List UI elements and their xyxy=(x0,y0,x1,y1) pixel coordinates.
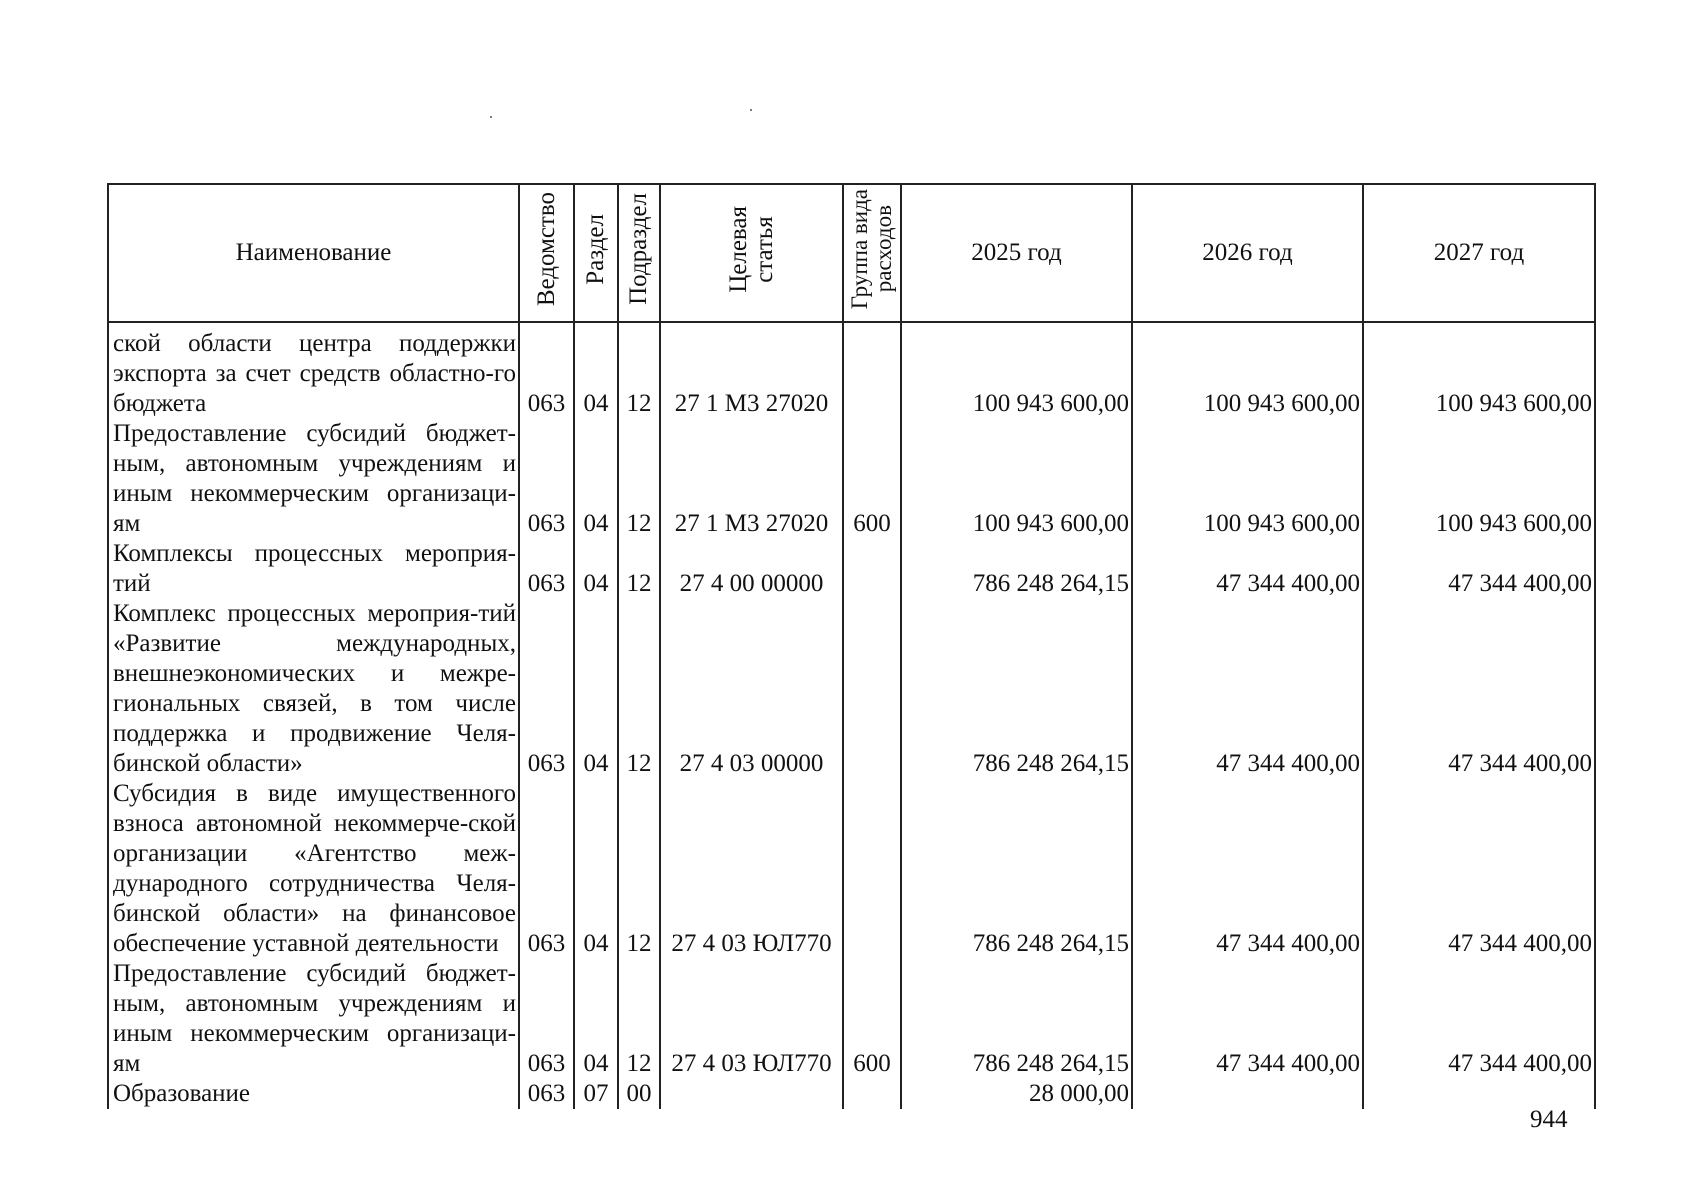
row-name: Комплекс процессных мероприя-тий «Развитие международных, внешнеэкономических и межре-гиональных связей, в том числе поддержка и продвижение Челя-бинской области» xyxy=(108,599,519,779)
row-razdel: 04 xyxy=(574,419,618,539)
row-name: Субсидия в виде имущественного взноса автономной некоммерче-ской организации «Агентство меж-дународного сотрудничества Челя-бинской области» на финансовое обеспечение уставной деятельности xyxy=(108,779,519,959)
row-vedomstvo: 063 xyxy=(519,419,574,539)
row-amount-2026: 100 943 600,00 xyxy=(1132,419,1363,539)
row-podrazdel: 12 xyxy=(618,322,660,419)
row-podrazdel: 00 xyxy=(618,1079,660,1109)
table-row xyxy=(108,1079,1595,1109)
row-amount-2025: 100 943 600,00 xyxy=(901,322,1132,419)
row-razdel: 04 xyxy=(574,599,618,779)
row-amount-2026: 47 344 400,00 xyxy=(1132,959,1363,1079)
header-year-2025: 2025 год xyxy=(901,184,1132,322)
page-number: 944 xyxy=(1530,1106,1568,1133)
row-amount-2027: 47 344 400,00 xyxy=(1363,599,1595,779)
row-amount-2025: 100 943 600,00 xyxy=(901,419,1132,539)
row-podrazdel: 12 xyxy=(618,599,660,779)
row-vedomstvo: 063 xyxy=(519,599,574,779)
table-row xyxy=(108,779,1595,959)
row-celevaya-statya: 27 4 03 ЮЛ770 xyxy=(660,959,843,1079)
row-vedomstvo: 063 xyxy=(519,322,574,419)
row-amount-2026 xyxy=(1132,1079,1363,1109)
table-row xyxy=(108,419,1595,539)
row-amount-2027: 47 344 400,00 xyxy=(1363,779,1595,959)
row-gruppa xyxy=(843,539,901,599)
row-razdel: 07 xyxy=(574,1079,618,1109)
row-razdel: 04 xyxy=(574,959,618,1079)
row-amount-2027: 47 344 400,00 xyxy=(1363,539,1595,599)
row-celevaya-statya: 27 1 М3 27020 xyxy=(660,419,843,539)
row-celevaya-statya: 27 1 М3 27020 xyxy=(660,322,843,419)
row-name: Предоставление субсидий бюджет-ным, автономным учреждениям и иным некоммерческим организаци-ям xyxy=(108,959,519,1079)
header-razdel: Раздел xyxy=(574,184,618,322)
row-gruppa xyxy=(843,1079,901,1109)
table-row xyxy=(108,599,1595,779)
row-amount-2025: 786 248 264,15 xyxy=(901,959,1132,1079)
header-celevaya-statya: Целевая статья xyxy=(660,184,843,322)
row-vedomstvo: 063 xyxy=(519,539,574,599)
row-amount-2027: 47 344 400,00 xyxy=(1363,959,1595,1079)
budget-table xyxy=(107,183,1596,1109)
table-row xyxy=(108,322,1595,419)
row-name: Предоставление субсидий бюджет-ным, автономным учреждениям и иным некоммерческим организаци-ям xyxy=(108,419,519,539)
table-row xyxy=(108,959,1595,1079)
row-amount-2025: 28 000,00 xyxy=(901,1079,1132,1109)
row-podrazdel: 12 xyxy=(618,779,660,959)
row-amount-2025: 786 248 264,15 xyxy=(901,539,1132,599)
row-celevaya-statya: 27 4 03 00000 xyxy=(660,599,843,779)
row-celevaya-statya xyxy=(660,1079,843,1109)
row-amount-2026: 47 344 400,00 xyxy=(1132,539,1363,599)
row-vedomstvo: 063 xyxy=(519,959,574,1079)
row-name: Комплексы процессных мероприя-тий xyxy=(108,539,519,599)
row-gruppa xyxy=(843,599,901,779)
scan-speck xyxy=(490,116,492,118)
row-name: ской области центра поддержки экспорта за счет средств областно-го бюджета xyxy=(108,322,519,419)
row-razdel: 04 xyxy=(574,322,618,419)
row-gruppa xyxy=(843,779,901,959)
header-name: Наименование xyxy=(108,184,519,322)
row-amount-2027: 100 943 600,00 xyxy=(1363,322,1595,419)
row-amount-2027: 100 943 600,00 xyxy=(1363,419,1595,539)
row-gruppa xyxy=(843,322,901,419)
row-podrazdel: 12 xyxy=(618,539,660,599)
row-gruppa: 600 xyxy=(843,959,901,1079)
row-amount-2026: 100 943 600,00 xyxy=(1132,322,1363,419)
row-razdel: 04 xyxy=(574,539,618,599)
row-amount-2025: 786 248 264,15 xyxy=(901,599,1132,779)
row-name: Образование xyxy=(108,1079,519,1109)
row-podrazdel: 12 xyxy=(618,959,660,1079)
header-podrazdel: Подраздел xyxy=(618,184,660,322)
row-gruppa: 600 xyxy=(843,419,901,539)
row-celevaya-statya: 27 4 03 ЮЛ770 xyxy=(660,779,843,959)
table-row xyxy=(108,539,1595,599)
header-year-2027: 2027 год xyxy=(1363,184,1595,322)
row-vedomstvo: 063 xyxy=(519,779,574,959)
row-razdel: 04 xyxy=(574,779,618,959)
row-amount-2026: 47 344 400,00 xyxy=(1132,599,1363,779)
row-podrazdel: 12 xyxy=(618,419,660,539)
row-amount-2025: 786 248 264,15 xyxy=(901,779,1132,959)
header-gruppa-vida-rashodov: Группа вида расходов xyxy=(843,184,901,322)
table-header-row xyxy=(108,184,1595,322)
row-celevaya-statya: 27 4 00 00000 xyxy=(660,539,843,599)
header-year-2026: 2026 год xyxy=(1132,184,1363,322)
row-vedomstvo: 063 xyxy=(519,1079,574,1109)
scan-speck xyxy=(750,109,752,111)
row-amount-2026: 47 344 400,00 xyxy=(1132,779,1363,959)
header-vedomstvo: Ведомство xyxy=(519,184,574,322)
